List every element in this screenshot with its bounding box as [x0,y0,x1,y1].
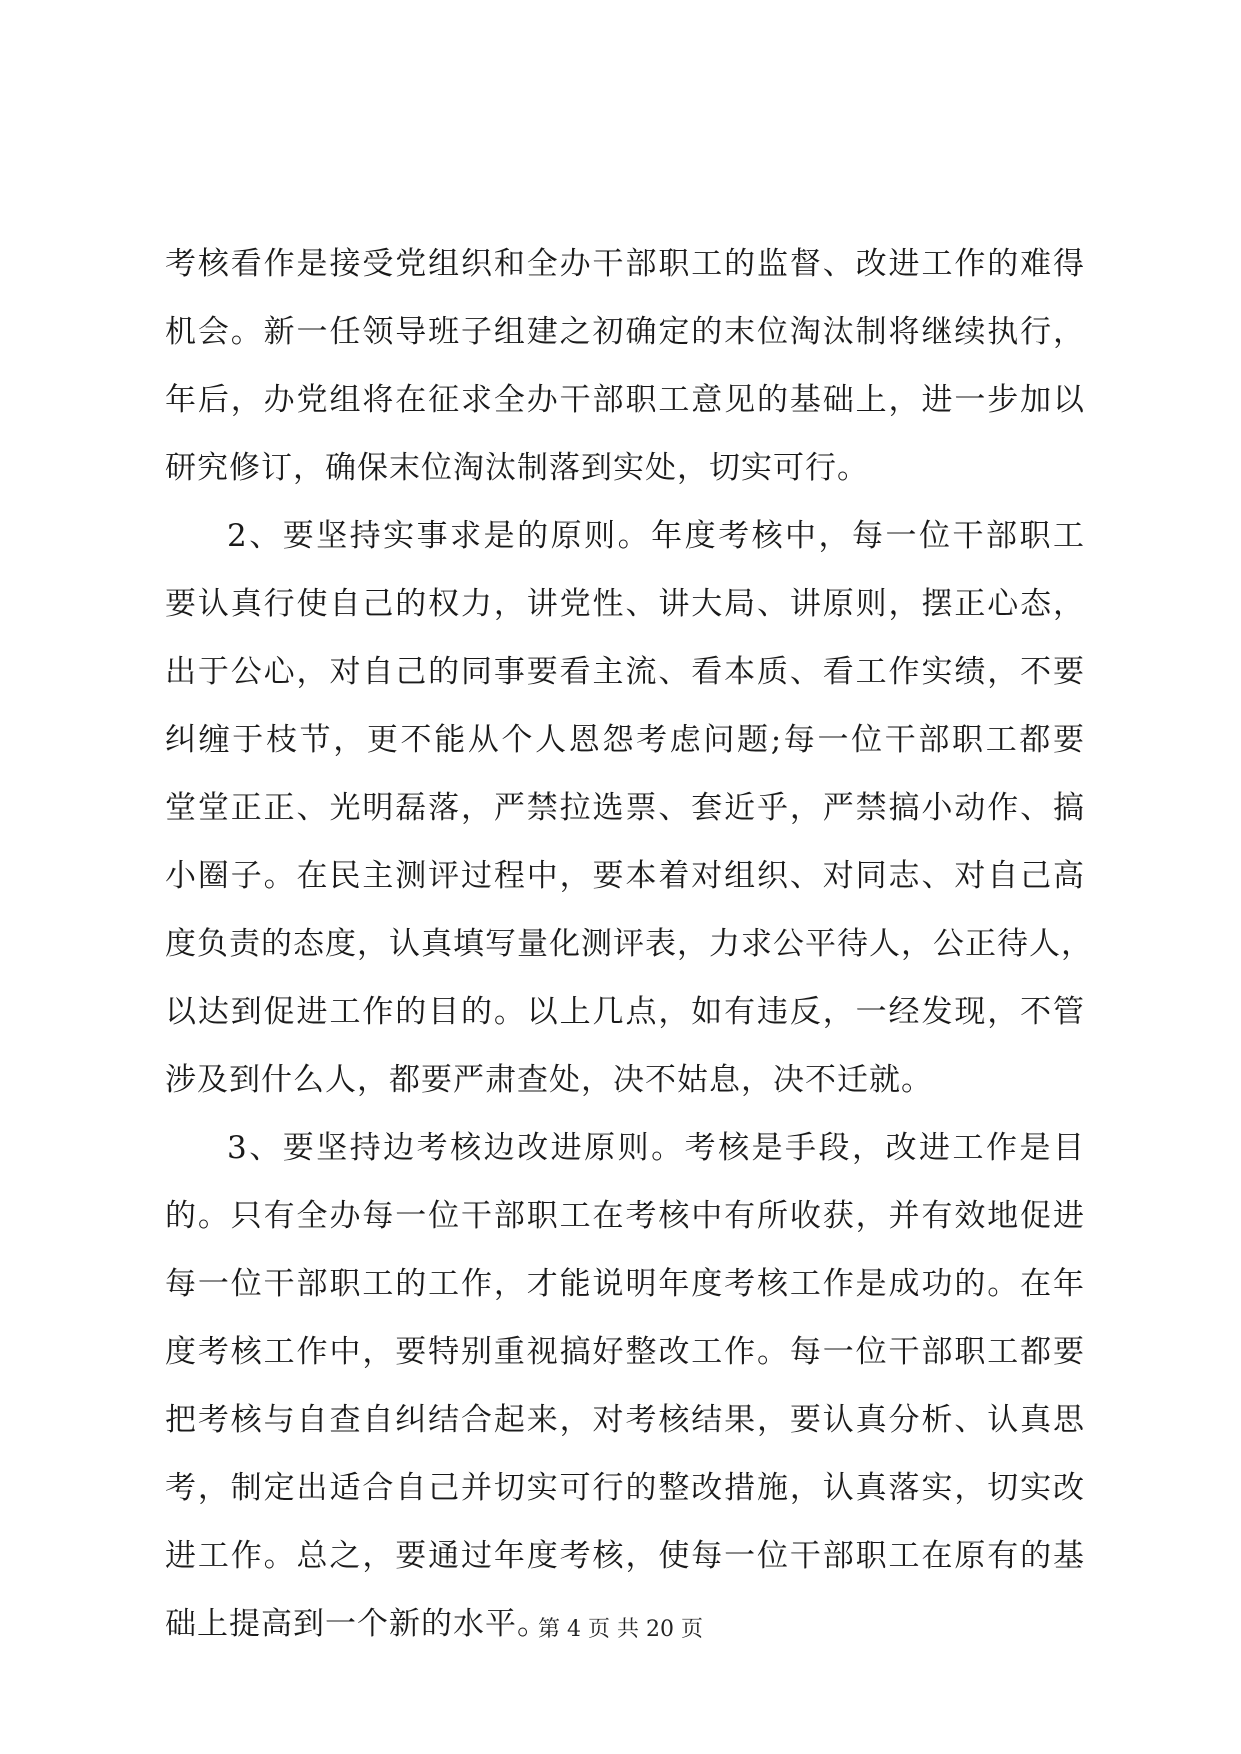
text-line: 考，制定出适合自己并切实可行的整改措施，认真落实，切实改 [165,1470,1085,1506]
text-line: 研究修订，确保末位淘汰制落到实处，切实可行。 [165,450,869,486]
text-line: 考核看作是接受党组织和全办干部职工的监督、改进工作的难得 [165,246,1085,282]
text-line: 以达到促进工作的目的。以上几点，如有违反，一经发现，不管 [165,994,1085,1030]
text-line: 每一位干部职工的工作，才能说明年度考核工作是成功的。在年 [165,1266,1085,1302]
text-line: 把考核与自查自纠结合起来，对考核结果，要认真分析、认真思 [165,1402,1085,1438]
text-line: 出于公心，对自己的同事要看主流、看本质、看工作实绩，不要 [165,654,1085,690]
text-line: 机会。新一任领导班子组建之初确定的末位淘汰制将继续执行， [165,314,1085,350]
text-line: 的。只有全办每一位干部职工在考核中有所收获，并有效地促进 [165,1198,1085,1234]
text-line: 2、要坚持实事求是的原则。年度考核中，每一位干部职工 [227,518,1085,554]
text-line: 涉及到什么人，都要严肃查处，决不姑息，决不迁就。 [165,1062,933,1098]
text-line: 础上提高到一个新的水平。 [165,1606,549,1642]
text-line: 进工作。总之，要通过年度考核，使每一位干部职工在原有的基 [165,1538,1085,1574]
text-line: 年后，办党组将在征求全办干部职工意见的基础上，进一步加以 [165,382,1085,418]
text-line: 度考核工作中，要特别重视搞好整改工作。每一位干部职工都要 [165,1334,1085,1370]
text-line: 堂堂正正、光明磊落，严禁拉选票、套近乎，严禁搞小动作、搞 [165,790,1085,826]
text-line: 要认真行使自己的权力，讲党性、讲大局、讲原则，摆正心态， [165,586,1085,622]
text-line: 纠缠于枝节，更不能从个人恩怨考虑问题;每一位干部职工都要 [165,722,1085,758]
document-body [165,230,1093,1658]
page-number-label: 第 4 页 共 20 页 [538,1617,703,1642]
text-line: 小圈子。在民主测评过程中，要本着对组织、对同志、对自己高 [165,858,1085,894]
text-line: 度负责的态度，认真填写量化测评表，力求公平待人，公正待人， [165,926,1093,962]
text-line: 3、要坚持边考核边改进原则。考核是手段，改进工作是目 [227,1130,1085,1166]
page-footer [0,1612,1241,1643]
